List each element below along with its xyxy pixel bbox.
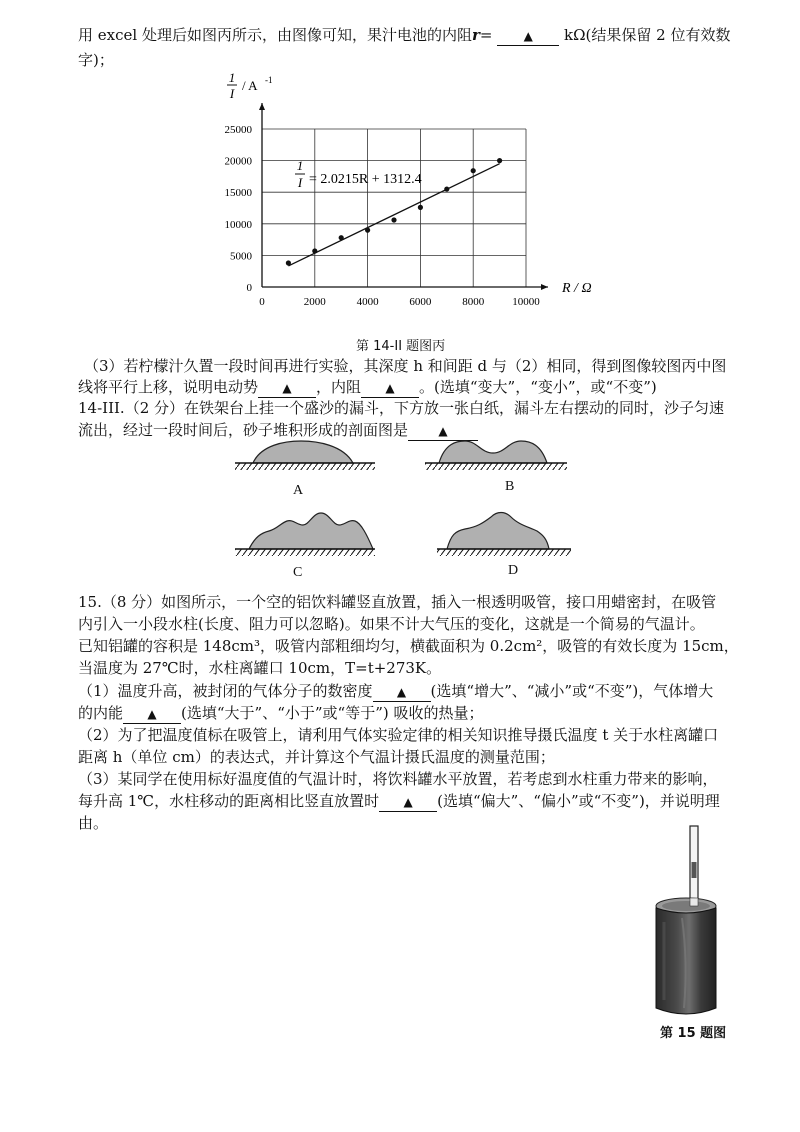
- q15-line4: 当温度为 27℃时，水柱离罐口 10cm，T=t+273K。: [78, 659, 442, 677]
- p1-text-b: (选填“增大”、“减小”或“不变”)，气体增大: [430, 682, 714, 700]
- option-c-profile: [235, 513, 375, 556]
- y-tick-label: 5000: [230, 250, 252, 263]
- p1-text-d: (选填“大于”、“小于”或“等于”) 吸收的热量；: [181, 704, 484, 722]
- svg-text:1: 1: [228, 70, 236, 85]
- y-tick-label: 20000: [224, 155, 252, 168]
- q14iii-line1: 14-III.（2 分）在铁架台上挂一个盛沙的漏斗，下方放一张白纸，漏斗左右摆动的同时，沙子匀速: [78, 399, 725, 417]
- y-tick-label: 0: [246, 282, 252, 294]
- fig-15-can-thermometer: [642, 822, 732, 1022]
- answer-blank-emf[interactable]: [258, 379, 316, 398]
- sand-profile-options: [225, 435, 595, 585]
- data-point: [444, 186, 449, 191]
- q14ii-line1-pre: 用 excel 处理后如图丙所示，由图像可知，果汁电池的内阻: [78, 26, 472, 44]
- x-tick-label: 8000: [462, 296, 485, 308]
- svg-text:I: I: [297, 175, 303, 190]
- p1-text-a: （1）温度升高，被封闭的气体分子的数密度: [78, 682, 373, 700]
- y-axis-arrow: [259, 103, 265, 110]
- q15-part3-line3: 由。: [78, 814, 109, 832]
- blank-marker: ▲: [385, 381, 395, 395]
- q15-part3-line1: （3）某同学在使用标好温度值的气温计时，将饮料罐水平放置，若考虑到水柱重力带来的影响，: [78, 770, 718, 788]
- x-tick-label: 6000: [409, 296, 432, 308]
- chart-grid: [262, 129, 526, 287]
- fit-equation-text: = 2.0215R + 1312.4: [309, 172, 422, 187]
- x-tick-label: 4000: [356, 296, 379, 308]
- svg-text:-1: -1: [265, 75, 273, 85]
- x-tick-label: 0: [259, 296, 265, 308]
- q14ii-line2: 字)；: [78, 51, 114, 69]
- y-axis-label: [227, 70, 273, 101]
- answer-blank-internal-resistance[interactable]: [361, 379, 419, 398]
- resistance-symbol: r: [471, 26, 480, 44]
- answer-blank-displacement[interactable]: [379, 793, 437, 812]
- data-point: [339, 235, 344, 240]
- blank-marker: ▲: [523, 29, 533, 43]
- data-point: [418, 205, 423, 210]
- fig-15-caption: 第 15 题图: [660, 1026, 727, 1041]
- option-d-label[interactable]: D: [508, 563, 519, 578]
- q15-part2-line2: 距离 h（单位 cm）的表达式，并计算这个气温计摄氏温度的测量范围；: [78, 748, 555, 766]
- data-point: [312, 248, 317, 253]
- x-axis-label: R / Ω: [562, 281, 592, 296]
- q14ii-part3-line1: （3）若柠檬汁久置一段时间再进行实验，其深度 h 和间距 d 与（2）相同，得到图像较图丙中图: [84, 357, 727, 375]
- blank-marker: ▲: [438, 424, 448, 438]
- chart-axes: [259, 103, 548, 290]
- option-a-profile: [235, 441, 375, 470]
- x-tick-label: 10000: [512, 296, 540, 308]
- blank-marker: ▲: [396, 685, 407, 699]
- part3-text-b: ，内阻: [316, 378, 362, 396]
- fig-14ii-chart: [200, 66, 620, 328]
- svg-text:1: 1: [296, 158, 304, 173]
- q14ii-part3-line2: [78, 376, 657, 398]
- equals-sign: =: [479, 26, 493, 44]
- p1-text-c: 的内能: [78, 704, 124, 722]
- data-point: [471, 168, 476, 173]
- q15-part1-line2: [78, 702, 484, 724]
- option-d-profile: [437, 513, 571, 557]
- q15-part3-line2: [78, 790, 720, 812]
- answer-blank-internal-energy[interactable]: [123, 705, 181, 724]
- x-tick-label: 2000: [303, 296, 326, 308]
- q14ii-line1: [78, 24, 730, 46]
- data-point: [391, 217, 396, 222]
- svg-text:/ A: / A: [242, 78, 258, 93]
- y-tick-label: 15000: [224, 187, 252, 200]
- svg-text:I: I: [229, 86, 235, 101]
- part3-text-a: 线将平行上移，说明电动势: [78, 378, 259, 396]
- q15-line1: 15.（8 分）如图所示，一个空的铝饮料罐竖直放置，插入一根透明吸管，接口用蜡密封，在吸管: [78, 593, 717, 611]
- blank-marker: ▲: [403, 795, 413, 809]
- blank-marker: ▲: [147, 707, 157, 721]
- part3-text-c: 。(选填“变大”，“变小”，或“不变”): [419, 378, 657, 396]
- option-b-profile: [425, 441, 567, 470]
- x-axis-arrow: [541, 284, 548, 290]
- option-b-label[interactable]: B: [505, 479, 515, 494]
- p3-text-c: (选填“偏大”、“偏小”或“不变”)，并说明理: [437, 792, 720, 810]
- data-point: [286, 260, 291, 265]
- blank-marker: ▲: [282, 381, 292, 395]
- option-a-label[interactable]: A: [293, 483, 304, 498]
- answer-blank-number-density[interactable]: [373, 683, 431, 702]
- q15-line2: 内引入一小段水柱(长度、阻力可以忽略)。如果不计大气压的变化，这就是一个简易的气温计。: [78, 615, 705, 633]
- data-point: [497, 158, 502, 163]
- fit-equation: [295, 158, 422, 190]
- option-c-label[interactable]: C: [293, 565, 303, 580]
- data-point: [365, 228, 370, 233]
- q15-line3: 已知铝罐的容积是 148cm³，吸管内部粗细均匀，横截面积为 0.2cm²，吸管的有效长度为 15cm，: [78, 637, 739, 655]
- answer-blank-resistance[interactable]: [497, 27, 559, 46]
- q14iii-text: 流出，经过一段时间后，砂子堆积形成的剖面图是: [78, 421, 409, 439]
- q14ii-line1-post: kΩ(结果保留 2 位有效数: [564, 26, 731, 44]
- chart-ticks: [225, 124, 541, 308]
- y-tick-label: 25000: [224, 124, 252, 136]
- fig-14ii-caption: 第 14-II 题图丙: [356, 339, 446, 354]
- p3-text-b: 每升高 1℃，水柱移动的距离相比竖直放置时: [78, 792, 380, 810]
- q15-part2-line1: （2）为了把温度值标在吸管上，请利用气体实验定律的相关知识推导摄氏温度 t 关于水柱离罐口: [78, 726, 719, 744]
- q15-part1-line1: [78, 680, 713, 702]
- y-tick-label: 10000: [224, 218, 252, 231]
